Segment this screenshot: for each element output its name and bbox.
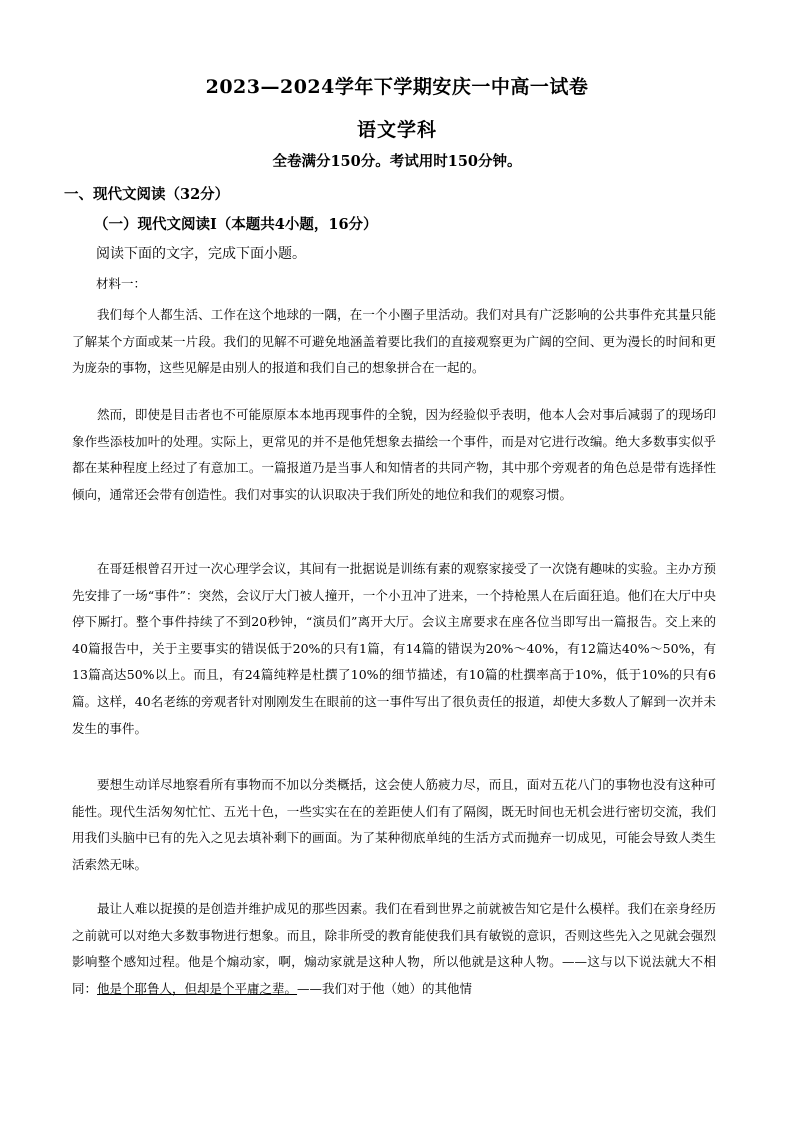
section-heading: 一、现代文阅读（32分）	[64, 186, 230, 203]
paragraph-1: 我们每个人都生活、工作在这个地球的一隅，在一个小圈子里活动。我们对具有广泛影响的公共事件充其量只能了解某个方面或某一片段。我们的见解不可避免地涵盖着要比我们的直接观察更为广阔的空间、更为漫长的时间和更为庞杂的事物，这些见解是由别人的报道和我们自己的想象拼合在一起的。	[72, 307, 716, 376]
underlined-sentence: 他是个耶鲁人，但却是个平庸之辈。	[97, 980, 298, 996]
sub-section-heading: （一）现代文阅读Ⅰ（本题共4小题，16分）	[94, 216, 378, 233]
reading-instruction: 阅读下面的文字，完成下面小题。	[96, 246, 306, 262]
paragraph-5-continuation: ——我们对于他（她）的其他情	[297, 980, 473, 996]
material-label: 材料一：	[96, 276, 147, 291]
paragraph-5	[72, 896, 716, 1002]
exam-title: 2023—2024学年下学期安庆一中高一试卷	[205, 76, 589, 98]
paragraph-5-text: 最让人难以捉摸的是创造并维护成见的那些因素。我们在看到世界之前就被告知它是什么模样。我们在亲身经历之前就可以对绝大多数事物进行想象。而且，除非所受的教育能使我们具有敏锐的意识，否则这些先入之见就会强烈影响整个感知过程。他是个煽动家，啊，煽动家就是这种人物，所以他就是这种人物。——这与以下说法就大不相同：	[72, 901, 716, 996]
paragraph-3: 在哥廷根曾召开过一次心理学会议，其间有一批据说是训练有素的观察家接受了一次饶有趣味的实验。主办方预先安排了一场“事件”：突然，会议厅大门被人撞开，一个小丑冲了进来，一个持枪黑人在后面狂追。他们在大厅中央停下厮打。整个事件持续了不到20秒钟，“演员们”离开大厅。会议主席要求在座各位当即写出一篇报告。交上来的40篇报告中，关于主要事实的错误低于20%的只有1篇，有14篇的错误为20%～40%，有12篇达40%～50%，有13篇高达50%以上。而且，有24篇纯粹是杜撰了10%的细节描述，有10篇的杜撰率高于10%，低于10%的只有6篇。这样，40名老练的旁观者针对刚刚发生在眼前的这一事件写出了很负责任的报道，却使大多数人了解到一次并未发生的事件。	[72, 561, 716, 736]
paragraph-2: 然而，即使是目击者也不可能原原本本地再现事件的全貌，因为经验似乎表明，他本人会对事后减弱了的现场印象作些添枝加叶的处理。实际上，更常见的并不是他凭想象去描绘一个事件，而是对它进行改编。绝大多数事实似乎都在某种程度上经过了有意加工。一篇报道乃是当事人和知情者的共同产物，其中那个旁观者的角色总是带有选择性倾向，通常还会带有创造性。我们对事实的认识取决于我们所处的地位和我们的观察习惯。	[72, 407, 716, 502]
subject-title: 语文学科	[356, 119, 437, 141]
exam-info: 全卷满分150分。考试用时150分钟。	[272, 153, 522, 170]
paragraph-4: 要想生动详尽地察看所有事物而不加以分类概括，这会使人筋疲力尽，而且，面对五花八门的事物也没有这种可能性。现代生活匆匆忙忙、五光十色，一些实实在在的差距使人们有了隔阂，既无时间也无机会进行密切交流，我们用我们头脑中已有的先入之见去填补剩下的画面。为了某种彻底单纯的生活方式而抛弃一切成见，可能会导致人类生活索然无味。	[72, 777, 716, 872]
